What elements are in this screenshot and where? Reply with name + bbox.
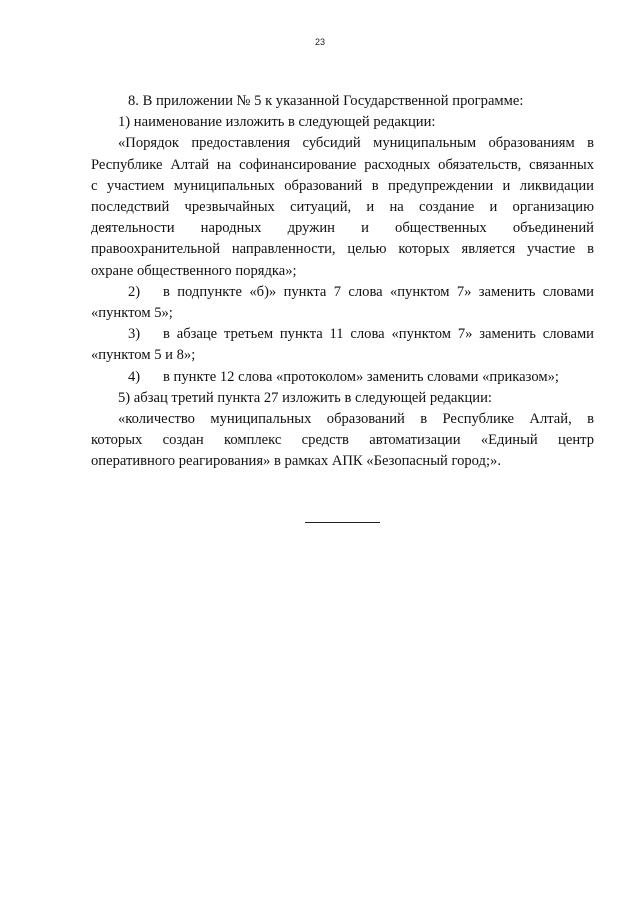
item-8-heading: 8. В приложении № 5 к указанной Государственной программе: — [128, 93, 524, 109]
subitem-4-text: в пункте 12 слова «протоколом» заменить словами «приказом»; — [163, 368, 559, 385]
subitem-2 — [91, 282, 594, 324]
subitem-3-continuation: «пунктом 5 и 8»; — [91, 347, 196, 364]
subitem-3 — [91, 324, 594, 366]
subitem-4-number: 4) — [128, 368, 141, 385]
subitem-4 — [91, 367, 594, 388]
quoted-count-line: которых создан комплекс средств автоматизации «Единый центр — [91, 432, 594, 449]
subitem-5: 5) абзац третий пункта 27 изложить в следующей редакции: — [118, 389, 492, 406]
quoted-count-line: оперативного реагирования» в рамках АПК «Безопасный город;». — [91, 453, 501, 470]
subitem-3-line — [91, 324, 594, 345]
subitem-3-number: 3) — [128, 326, 141, 343]
quoted-title-line: Республике Алтай на софинансирование расходных обязательств, связанных — [91, 156, 594, 173]
subitem-2-number: 2) — [128, 283, 141, 300]
document-body — [91, 91, 594, 473]
quoted-title-line: с участием муниципальных образований в предупреждении и ликвидации — [91, 177, 594, 194]
subitem-3-text: в абзаце третьем пункта 11 слова «пунктом 7» заменить словами — [163, 326, 594, 343]
quoted-title-line: правоохранительной направленности, целью которых является участие в — [91, 241, 594, 258]
quoted-title-line: деятельности народных дружин и общественных объединений — [91, 220, 594, 237]
page-number: 23 — [314, 37, 325, 47]
subitem-2-continuation: «пунктом 5»; — [91, 305, 173, 322]
quoted-title-line: «Порядок предоставления субсидий муниципальным образованиям в — [118, 135, 594, 152]
subitem-4-line — [91, 367, 594, 388]
subitem-1: 1) наименование изложить в следующей редакции: — [118, 114, 436, 131]
subitem-2-text: в подпункте «б)» пункта 7 слова «пунктом 7» заменить словами — [163, 283, 594, 300]
quoted-title-block — [91, 133, 594, 281]
quoted-count-line: «количество муниципальных образований в Республике Алтай, в — [118, 411, 594, 428]
quoted-count-block — [91, 409, 594, 473]
end-separator-line — [305, 522, 380, 523]
quoted-title-line: охране общественного порядка»; — [91, 262, 297, 279]
quoted-title-line: последствий чрезвычайных ситуаций, и на создание и организацию — [91, 199, 594, 216]
subitem-2-line — [91, 282, 594, 303]
